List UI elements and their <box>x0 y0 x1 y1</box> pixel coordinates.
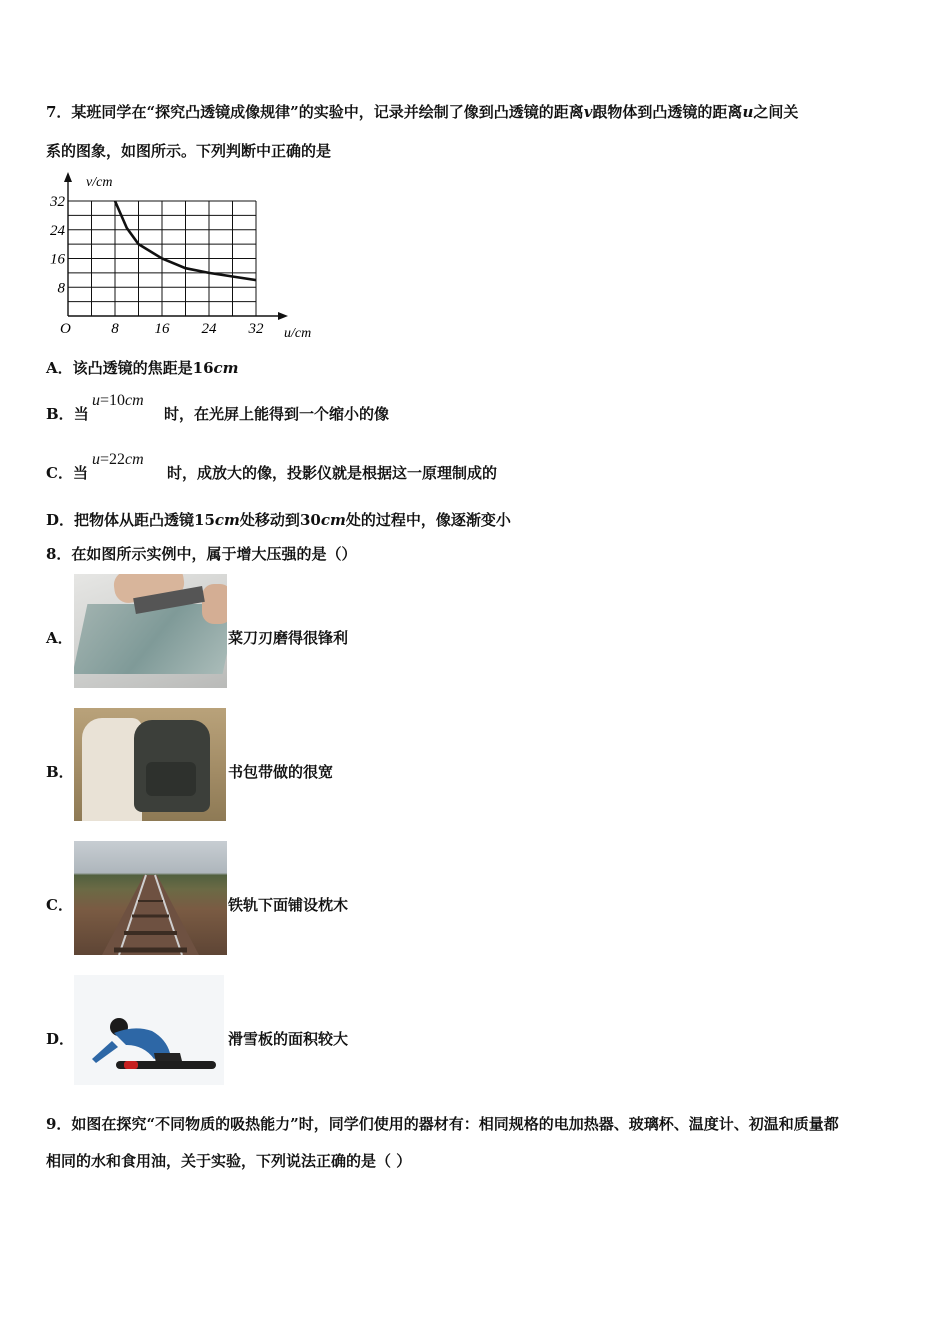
option-text: 把物体从距凸透镜 <box>74 511 195 529</box>
y-tick-label: 32 <box>50 194 65 210</box>
option-text: 该凸透镜的焦距是 <box>72 359 193 377</box>
q8-option-d-text: 滑雪板的面积较大 <box>228 1030 349 1048</box>
option-text: 处的过程中，像逐渐变小 <box>345 511 511 529</box>
option-text: 处移动到 <box>239 511 300 529</box>
y-tick-label: 8 <box>57 280 65 297</box>
x-tick-label: 24 <box>201 321 217 337</box>
x-tick-label: 32 <box>248 321 264 337</box>
q8-option-c-label[interactable]: C． <box>46 896 73 914</box>
option-label: D． <box>46 511 75 529</box>
q7-option-a[interactable] <box>46 357 239 378</box>
math-val: =10 <box>100 392 126 409</box>
math-var: u <box>92 392 100 409</box>
option-text: 当 <box>72 464 88 482</box>
hand-shape <box>202 584 227 624</box>
y-axis-label: v/cm <box>86 175 113 190</box>
option-value: 16 <box>192 359 214 377</box>
math-unit: cm <box>125 451 144 468</box>
option-value: 15 <box>194 511 215 529</box>
origin-label: O <box>60 321 71 337</box>
option-unit: cm <box>320 511 346 529</box>
option-unit: cm <box>213 359 239 377</box>
q8-option-c-text: 铁轨下面铺设枕木 <box>228 896 349 914</box>
q8-option-b-label[interactable]: B． <box>46 763 74 781</box>
q8-option-b-text: 书包带做的很宽 <box>228 763 334 781</box>
q7-option-b-text: 时，在光屏上能得到一个缩小的像 <box>164 405 390 423</box>
y-axis-arrow <box>64 172 72 182</box>
x-axis-label: u/cm <box>284 326 312 341</box>
q7-stem-end: 之间关 <box>753 103 799 121</box>
rail-lines <box>74 841 227 955</box>
q9-stem-line2: 相同的水和食用油，关于实验，下列说法正确的是（ ） <box>46 1152 412 1170</box>
q7-option-c[interactable] <box>46 462 88 483</box>
knife-sharpening-photo <box>74 574 227 688</box>
backpack-photo <box>74 708 226 821</box>
option-text: 当 <box>73 405 89 423</box>
option-label: B． <box>46 405 74 423</box>
q8-option-a-text: 菜刀刃磨得很锋利 <box>228 629 349 647</box>
var-u: u <box>742 103 754 121</box>
y-tick-label: 16 <box>50 251 65 268</box>
q7-option-b[interactable] <box>46 403 89 424</box>
snowboarder <box>74 975 224 1085</box>
q7-stem-mid: 跟物体到凸透镜的距离 <box>592 103 743 121</box>
x-axis-arrow <box>278 312 288 320</box>
q8-option-a-label[interactable]: A． <box>46 629 73 647</box>
snowboard-photo <box>74 975 224 1085</box>
math-val: =22 <box>100 451 126 468</box>
option-label: A． <box>46 359 73 377</box>
q7-stem-line1 <box>46 101 798 122</box>
x-tick-label: 16 <box>154 321 170 337</box>
q7-option-d[interactable] <box>46 509 511 530</box>
q8-stem: 8．在如图所示实例中，属于增大压强的是（） <box>46 545 357 563</box>
option-value: 30 <box>299 511 321 529</box>
math-unit: cm <box>125 392 144 409</box>
q7-option-b-math <box>92 390 144 410</box>
v-u-graph <box>44 170 324 345</box>
q7-option-c-math <box>92 449 144 469</box>
q7-stem-line2: 系的图象，如图所示。下列判断中正确的是 <box>46 142 332 160</box>
q9-stem-line1: 9．如图在探究“不同物质的吸热能力”时，同学们使用的器材有：相同规格的电加热器、玻璃杯、温度计、初温和质量都 <box>46 1115 839 1133</box>
option-unit: cm <box>214 511 240 529</box>
chart-axes <box>64 172 288 320</box>
q7-stem-text: 7．某班同学在“探究凸透镜成像规律”的实验中，记录并绘制了像到凸透镜的距离 <box>46 103 584 121</box>
backpack-pocket <box>146 762 196 796</box>
var-v: v <box>583 103 593 121</box>
math-var: u <box>92 451 100 468</box>
option-label: C． <box>46 464 73 482</box>
q8-option-d-label[interactable]: D． <box>46 1030 75 1048</box>
railway-photo <box>74 841 227 955</box>
person-sweater <box>82 718 142 821</box>
x-tick-label: 8 <box>111 321 119 337</box>
q7-option-c-text: 时，成放大的像，投影仪就是根据这一原理制成的 <box>167 464 498 482</box>
y-tick-label: 24 <box>50 222 65 239</box>
